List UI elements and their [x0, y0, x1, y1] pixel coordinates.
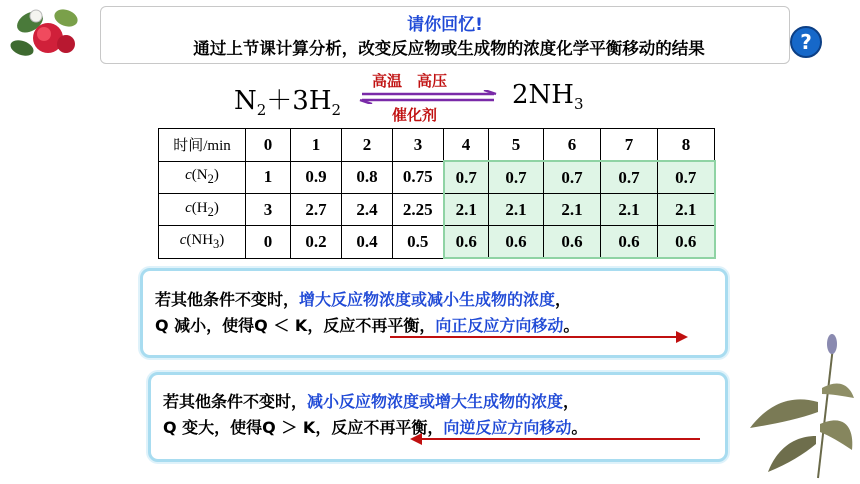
concentration-table [158, 128, 716, 259]
value-cell: 1 [246, 161, 291, 194]
plant-decoration [744, 332, 856, 480]
value-cell: 3 [246, 194, 291, 226]
value-cell: 2.1 [658, 194, 715, 226]
n2-symbol: N [234, 86, 257, 116]
value-cell: 2.1 [489, 194, 544, 226]
value-cell: 0 [246, 226, 291, 259]
time-header: 时间/min [159, 129, 246, 162]
value-cell: 0.7 [444, 161, 489, 194]
condition-bottom: 催化剂 [392, 106, 438, 124]
box1-line1: 若其他条件不变时，增大反应物浓度或减小生成物的浓度， [155, 290, 572, 309]
value-cell: 2.4 [342, 194, 393, 226]
banner-title: 请你回忆! [407, 15, 483, 35]
value-cell: 0.8 [342, 161, 393, 194]
equation-right: $2NH_3$ [512, 80, 584, 114]
box2-line2: Q 变大，使得Q ＞ K，反应不再平衡，向逆反应方向移动。 [163, 418, 588, 437]
value-cell: 2.25 [393, 194, 444, 226]
time-cell: 2 [342, 129, 393, 162]
value-cell: 0.7 [544, 161, 601, 194]
value-cell: 0.6 [444, 226, 489, 259]
nh3-symbol: 2NH [512, 80, 574, 110]
box1-line2: Q 减小，使得Q ＜ K，反应不再平衡，向正反应方向移动。 [155, 316, 580, 335]
value-cell: 0.7 [601, 161, 658, 194]
reverse-arrow-icon [410, 432, 700, 446]
question-icon[interactable]: ? [790, 26, 822, 58]
time-cell: 1 [291, 129, 342, 162]
value-cell: 0.6 [658, 226, 715, 259]
value-cell: 2.1 [544, 194, 601, 226]
time-cell: 3 [393, 129, 444, 162]
condition-top: 高温 高压 [372, 72, 448, 90]
time-cell: 5 [489, 129, 544, 162]
value-cell: 0.7 [658, 161, 715, 194]
value-cell: 0.6 [489, 226, 544, 259]
value-cell: 2.7 [291, 194, 342, 226]
value-cell: 0.6 [601, 226, 658, 259]
row-label-nh3: $c(NH_3)$ [159, 226, 246, 259]
equation-left: $N_2+3H_2$ [234, 86, 342, 120]
title-banner [100, 6, 790, 64]
value-cell: 0.7 [489, 161, 544, 194]
value-cell: 0.6 [544, 226, 601, 259]
value-cell: 0.2 [291, 226, 342, 259]
box2-line1: 若其他条件不变时，减小反应物浓度或增大生成物的浓度， [163, 392, 580, 411]
value-cell: 0.9 [291, 161, 342, 194]
forward-arrow-icon [390, 330, 690, 344]
value-cell: 2.1 [601, 194, 658, 226]
time-cell: 6 [544, 129, 601, 162]
time-cell: 0 [246, 129, 291, 162]
equilibrium-arrow-icon [358, 90, 500, 104]
value-cell: 0.5 [393, 226, 444, 259]
decrease-reactant-box [148, 372, 728, 462]
increase-reactant-box [140, 268, 728, 358]
value-cell: 0.4 [342, 226, 393, 259]
table-row [159, 194, 715, 226]
row-label-n2: $c(N_2)$ [159, 161, 246, 194]
table-row [159, 226, 715, 259]
time-cell: 8 [658, 129, 715, 162]
time-cell: 4 [444, 129, 489, 162]
plus-3h2: ＋3H [266, 86, 332, 116]
table-row [159, 161, 715, 194]
flower-decoration [8, 4, 88, 66]
table-header-row [159, 129, 715, 162]
row-label-h2: $c(H_2)$ [159, 194, 246, 226]
value-cell: 2.1 [444, 194, 489, 226]
banner-subtitle: 通过上节课计算分析，改变反应物或生成物的浓度化学平衡移动的结果 [193, 39, 705, 58]
time-cell: 7 [601, 129, 658, 162]
value-cell: 0.75 [393, 161, 444, 194]
